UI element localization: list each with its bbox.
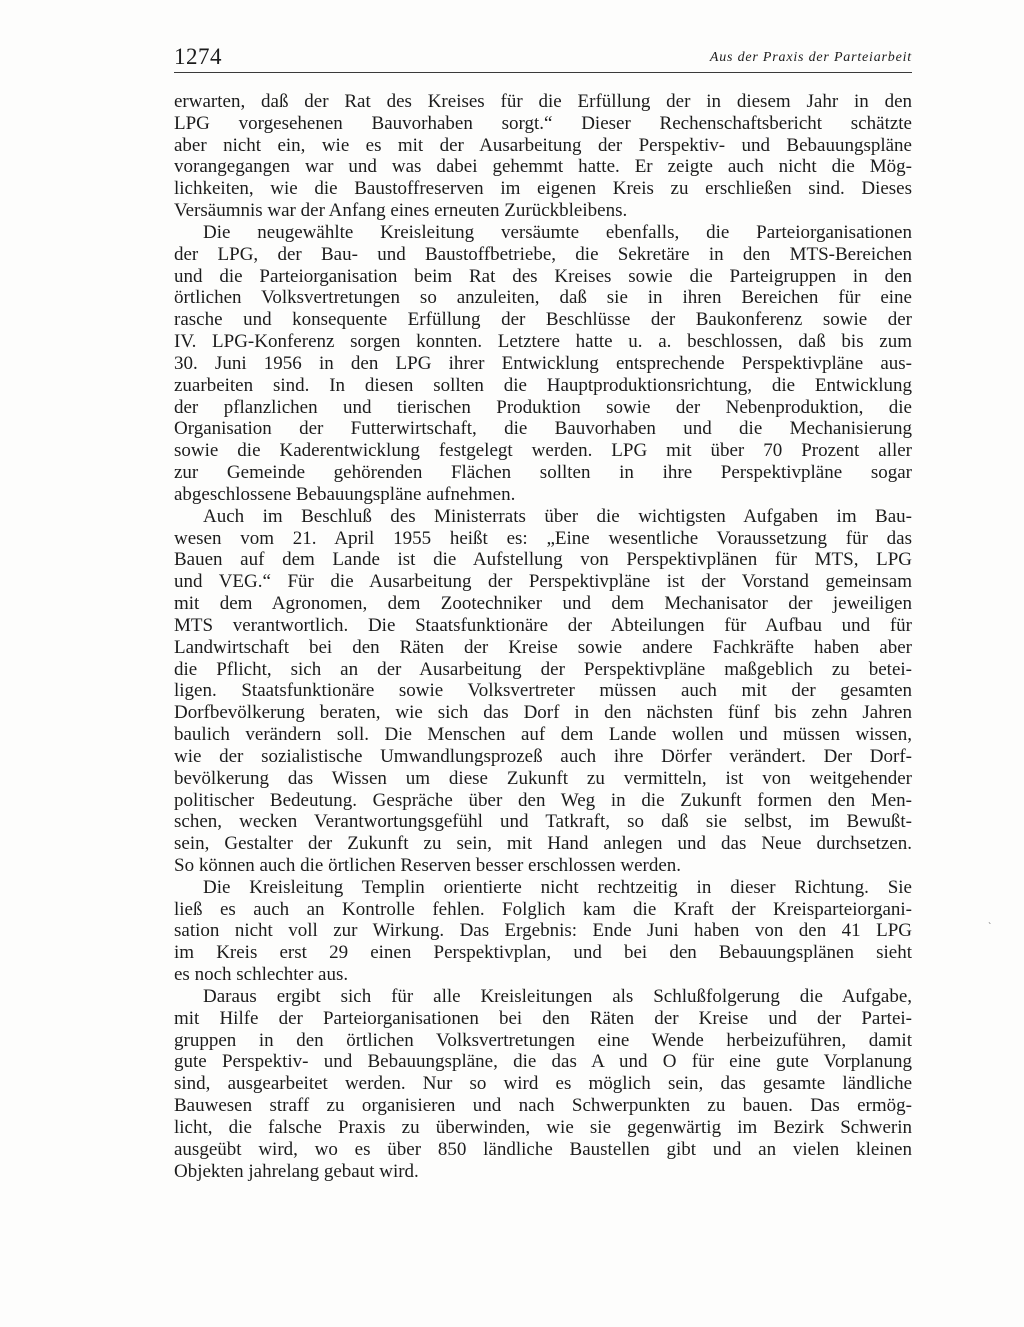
text-line: ausgeübt wird, wo es über 850 ländliche Baustellen gibt und an vielen kleinen (174, 1138, 912, 1160)
text-line: vorangegangen war und was dabei gehemmt hatte. Er zeigte auch nicht die Mög- (174, 156, 912, 178)
text-line: wesen vom 21. April 1955 heißt es: „Eine wesentliche Voraussetzung für das (174, 527, 912, 549)
text-line: sein, Gestalter der Zukunft zu sein, mit Hand anlegen und das Neue durchsetzen. (174, 833, 912, 855)
text-line: sation nicht voll zur Wirkung. Das Ergebnis: Ende Juni haben von den 41 LPG (174, 920, 912, 942)
text-line: lichkeiten, wie die Baustoffreserven im eigenen Kreis zu erschließen sind. Dieses (174, 178, 912, 200)
text-line: Die Kreisleitung Templin orientierte nicht rechtzeitig in dieser Richtung. Sie (203, 876, 912, 898)
text-line: der pflanzlichen und tierischen Produktion sowie der Nebenproduktion, die (174, 396, 912, 418)
text-line: es noch schlechter aus. (174, 964, 349, 986)
text-line: und VEG.“ Für die Ausarbeitung der Perspektivpläne ist der Vorstand gemeinsam (174, 571, 912, 593)
text-line: die Pflicht, sich an der Ausarbeitung der Perspektivpläne maßgeblich zu betei- (174, 658, 912, 680)
text-line: und die Parteiorganisation beim Rat des Kreises sowie die Parteigruppen in den (174, 265, 912, 287)
text-line: gruppen in den örtlichen Volksvertretungen eine Wende herbeizuführen, damit (174, 1029, 912, 1051)
text-line: rasche und konsequente Erfüllung der Beschlüsse der Baukonferenz sowie der (174, 309, 912, 331)
text-line: abgeschlossene Bebauungspläne aufnehmen. (174, 483, 516, 505)
text-line: ließ es auch an Kontrolle fehlen. Folglich kam die Kraft der Kreisparteiorgani- (174, 898, 912, 920)
text-line: bevölkerung das Wissen um diese Zukunft zu vermitteln, ist von weitgehender (174, 767, 912, 789)
stray-mark: ˋ (988, 922, 992, 933)
text-line: mit dem Agronomen, dem Zootechniker und dem Mechanisator der jeweiligen (174, 593, 912, 615)
text-line: Dorfbevölkerung beraten, wie sich das Dorf in den nächsten fünf bis zehn Jahren (174, 702, 912, 724)
text-line: Versäumnis war der Anfang eines erneuten Zurückbleibens. (174, 200, 628, 222)
body-text (174, 91, 912, 1182)
text-line: licht, die falsche Praxis zu überwinden, wie sie gegenwärtig im Bezirk Schwerin (174, 1116, 912, 1138)
text-line: IV. LPG-Konferenz sorgen konnten. Letztere hatte u. a. beschlossen, daß bis zum (174, 331, 912, 353)
text-line: So können auch die örtlichen Reserven besser erschlossen werden. (174, 854, 682, 876)
text-line: erwarten, daß der Rat des Kreises für die Erfüllung der in diesem Jahr in den (174, 91, 912, 112)
text-line: der LPG, der Bau- und Baustoffbetriebe, die Sekretäre in den MTS-Bereichen (174, 243, 912, 265)
text-line: sind, ausgearbeitet werden. Nur so wird es möglich sein, das gesamte ländliche (174, 1073, 912, 1095)
text-line: schen, wecken Verantwortungsgefühl und Tatkraft, so daß sie selbst, im Bewußt- (174, 811, 912, 833)
text-line: Bauwesen straff zu organisieren und nach Schwerpunkten zu bauen. Das ermög- (174, 1095, 912, 1117)
text-line: im Kreis erst 29 einen Perspektivplan, und bei den Bebauungsplänen sieht (174, 942, 912, 964)
text-line: Daraus ergibt sich für alle Kreisleitungen als Schlußfolgerung die Aufgabe, (203, 985, 912, 1007)
page-number: 1274 (174, 44, 222, 69)
text-line: Organisation der Futterwirtschaft, die Bauvorhaben und die Mechanisierung (174, 418, 912, 440)
text-line: zur Gemeinde gehörenden Flächen sollten in ihre Perspektivpläne sogar (174, 462, 912, 484)
text-line: mit Hilfe der Parteiorganisationen bei den Räten der Kreise und der Partei- (174, 1007, 912, 1029)
running-head: Aus der Praxis der Parteiarbeit (709, 50, 912, 65)
text-line: baulich verändern soll. Die Menschen auf dem Lande wollen und müssen wissen, (174, 724, 912, 746)
text-line: Landwirtschaft bei den Räten der Kreise sowie andere Fachkräfte haben aber (174, 636, 912, 658)
text-line: politischer Bedeutung. Gespräche über den Weg in die Zukunft formen den Men- (174, 789, 912, 811)
text-line: sowie die Kaderentwicklung festgelegt werden. LPG mit über 70 Prozent aller (174, 440, 912, 462)
text-line: zuarbeiten sind. In diesen sollten die Hauptproduktionsrichtung, die Entwicklung (174, 374, 912, 396)
page-header (174, 44, 912, 72)
text-line: Auch im Beschluß des Ministerrats über die wichtigsten Aufgaben im Bau- (203, 505, 912, 527)
text-line: Objekten jahrelang gebaut wird. (174, 1160, 419, 1182)
text-line: ligen. Staatsfunktionäre sowie Volksvertreter müssen auch mit der gesamten (174, 680, 912, 702)
text-line: 30. Juni 1956 in den LPG ihrer Entwicklung entsprechende Perspektivpläne aus- (174, 352, 912, 374)
text-line: gute Perspektiv- und Bebauungspläne, die das A und O für eine gute Vorplanung (174, 1051, 912, 1073)
text-line: aber nicht ein, wie es mit der Ausarbeitung der Perspektiv- und Bebauungspläne (174, 134, 912, 156)
text-line: Die neugewählte Kreisleitung versäumte ebenfalls, die Parteiorganisationen (203, 221, 912, 243)
text-line: örtlichen Volksvertretungen so anzuleiten, daß sie in ihren Bereichen für eine (174, 287, 912, 309)
text-line: wie der sozialistische Umwandlungsprozeß auch ihre Dörfer verändert. Der Dorf- (174, 745, 912, 767)
header-rule (174, 72, 912, 73)
text-line: MTS verantwortlich. Die Staatsfunktionäre der Abteilungen für Aufbau und für (174, 614, 912, 636)
text-line: LPG vorgesehenen Bauvorhaben sorgt.“ Dieser Rechenschaftsbericht schätzte (174, 112, 912, 134)
text-line: Bauen auf dem Lande ist die Aufstellung von Perspektivplänen für MTS, LPG (174, 549, 912, 571)
